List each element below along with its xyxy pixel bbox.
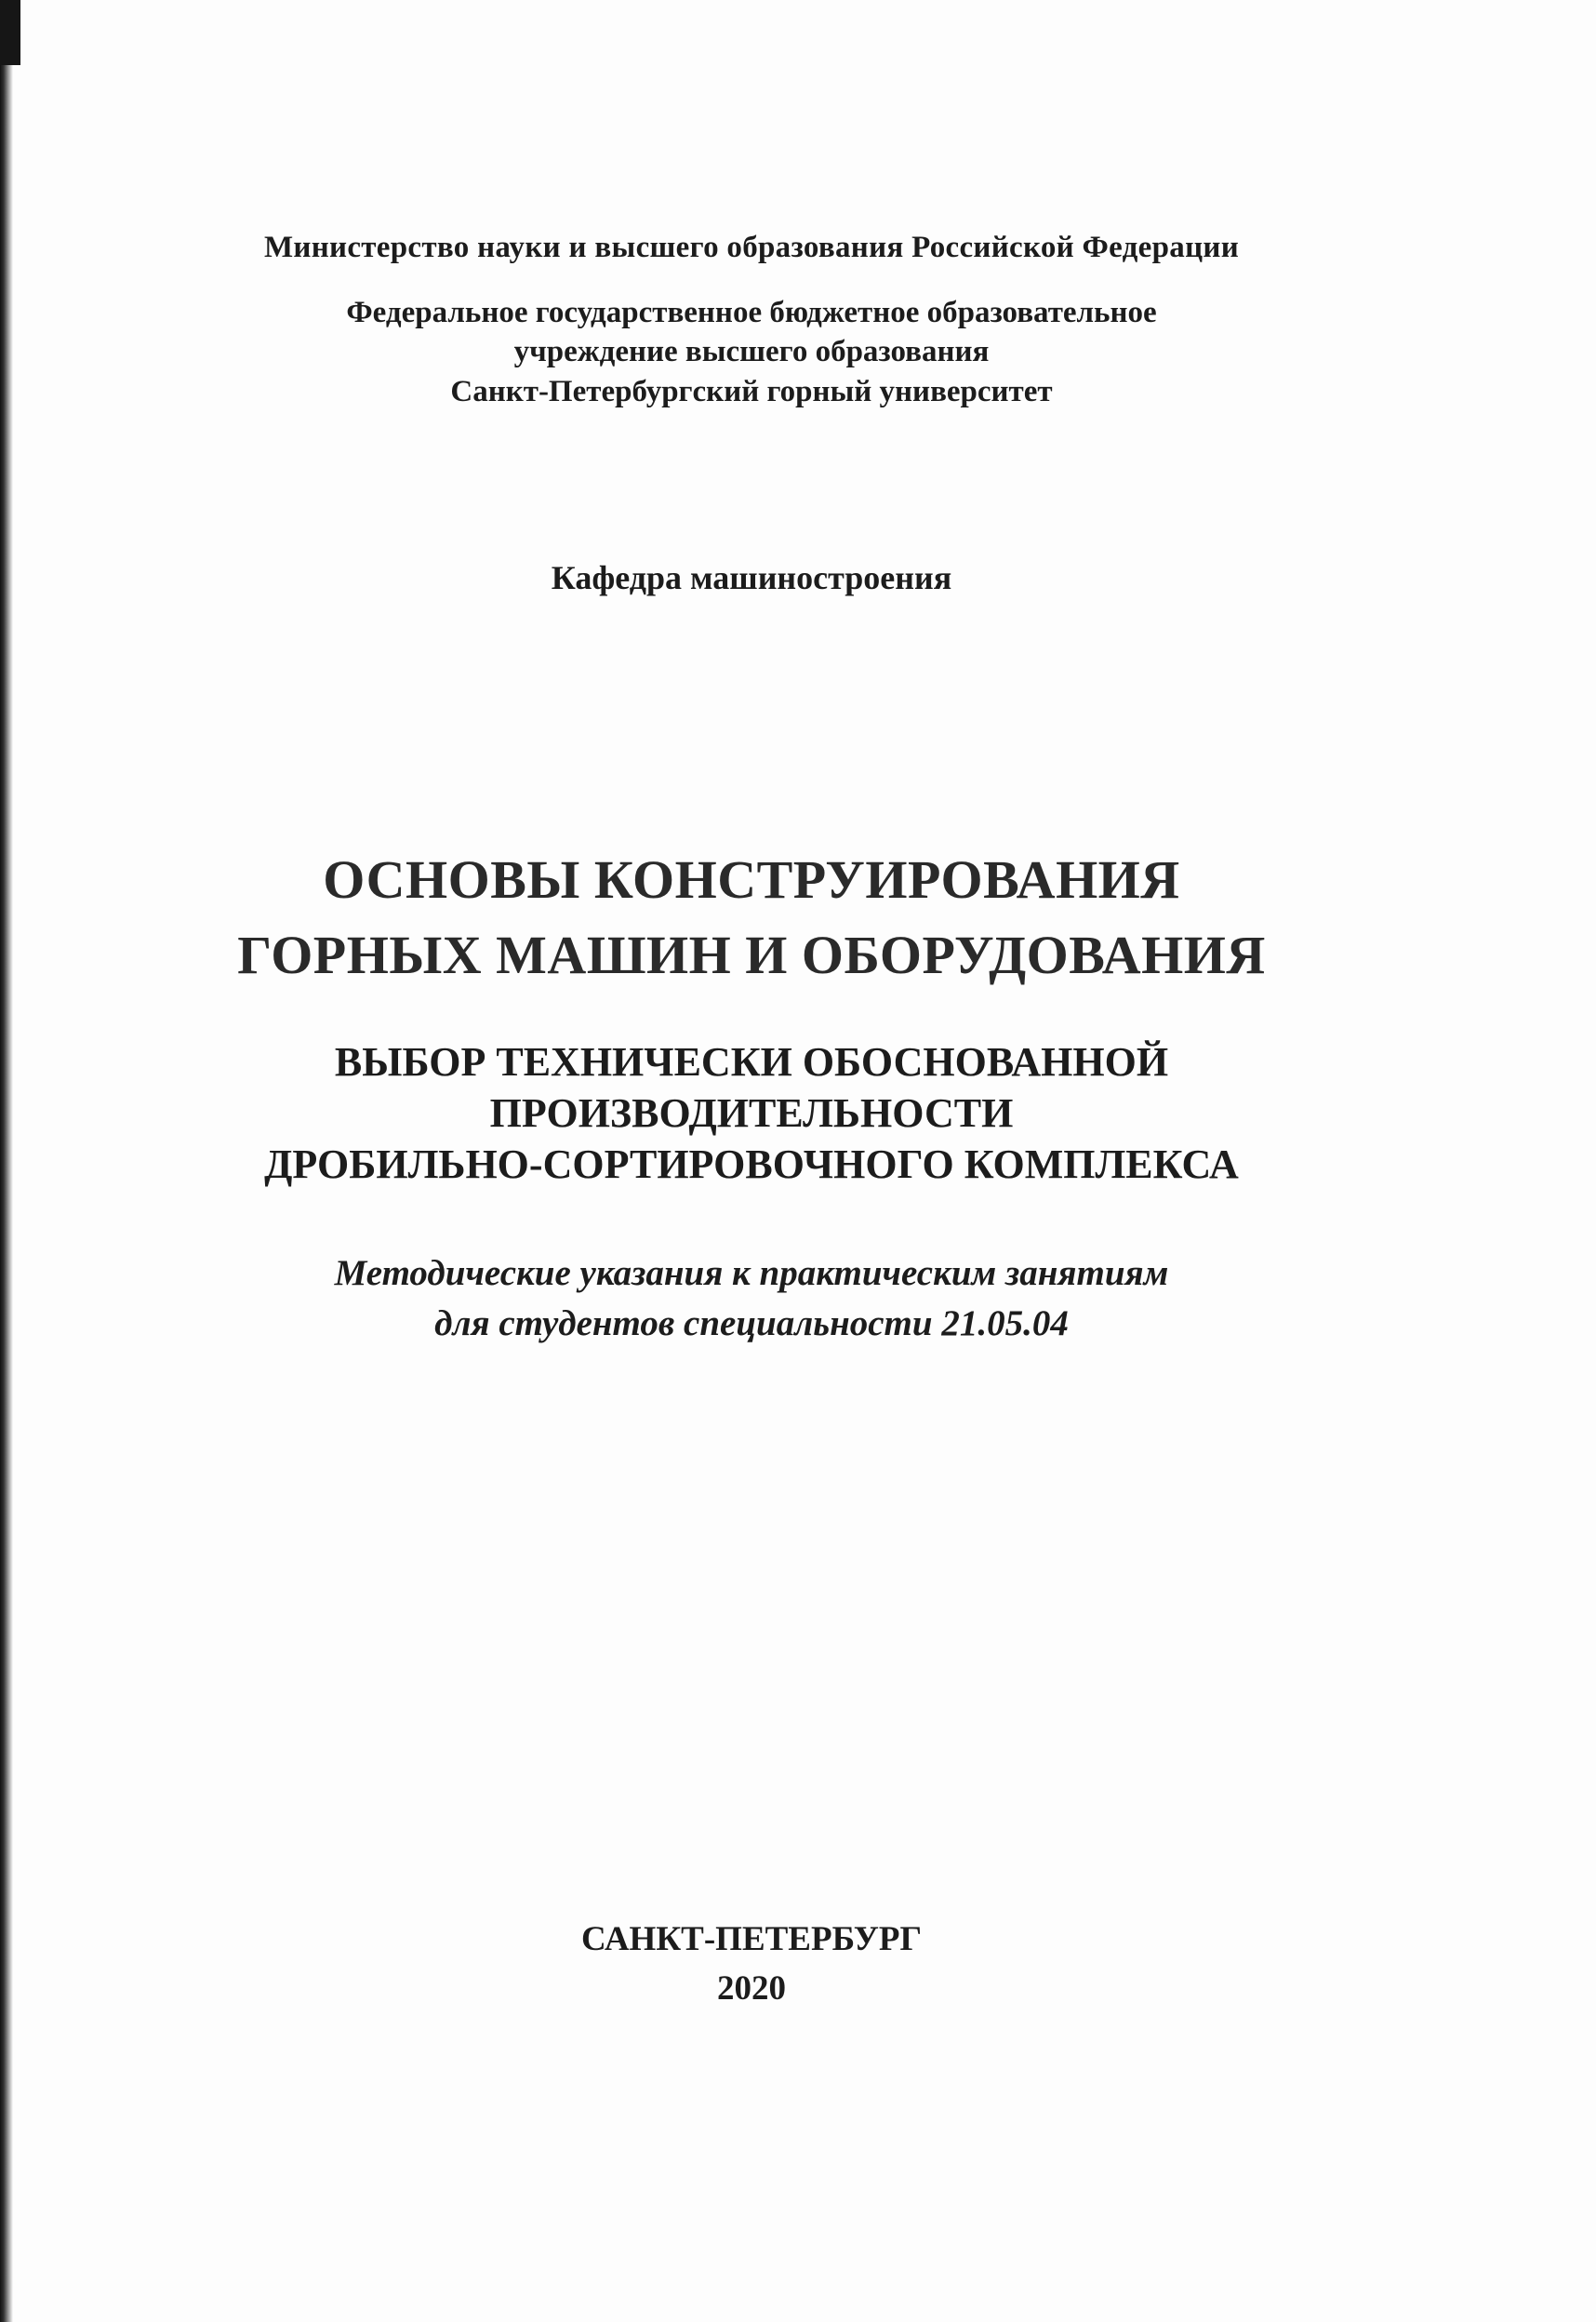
title-line-2: ГОРНЫХ МАШИН И ОБОРУДОВАНИЯ bbox=[237, 925, 1266, 985]
subtitle-line-3: ДРОБИЛЬНО-СОРТИРОВОЧНОГО КОМПЛЕКСА bbox=[264, 1141, 1239, 1187]
year-line: 2020 bbox=[717, 1969, 786, 2008]
institution-line-3: Санкт-Петербургский горный университет bbox=[450, 375, 1053, 408]
scan-shadow-corner bbox=[0, 0, 20, 65]
description-line-1: Методические указания к практическим занятиям bbox=[334, 1253, 1169, 1293]
institution-line-2: учреждение высшего образования bbox=[513, 335, 990, 368]
title-line-1: ОСНОВЫ КОНСТРУИРОВАНИЯ bbox=[323, 849, 1180, 910]
ministry-line: Министерство науки и высшего образования Российской Федерации bbox=[263, 231, 1240, 264]
subtitle-line-2: ПРОИЗВОДИТЕЛЬНОСТИ bbox=[489, 1090, 1014, 1136]
city-line: САНКТ-ПЕТЕРБУРГ bbox=[580, 1920, 923, 1958]
subtitle-line-1: ВЫБОР ТЕХНИЧЕСКИ ОБОСНОВАННОЙ bbox=[334, 1039, 1169, 1085]
institution-line-1: Федеральное государственное бюджетное образовательное bbox=[346, 296, 1157, 329]
description-line-2: для студентов специальности 21.05.04 bbox=[434, 1303, 1069, 1343]
department-line: Кафедра машиностроения bbox=[551, 559, 952, 596]
